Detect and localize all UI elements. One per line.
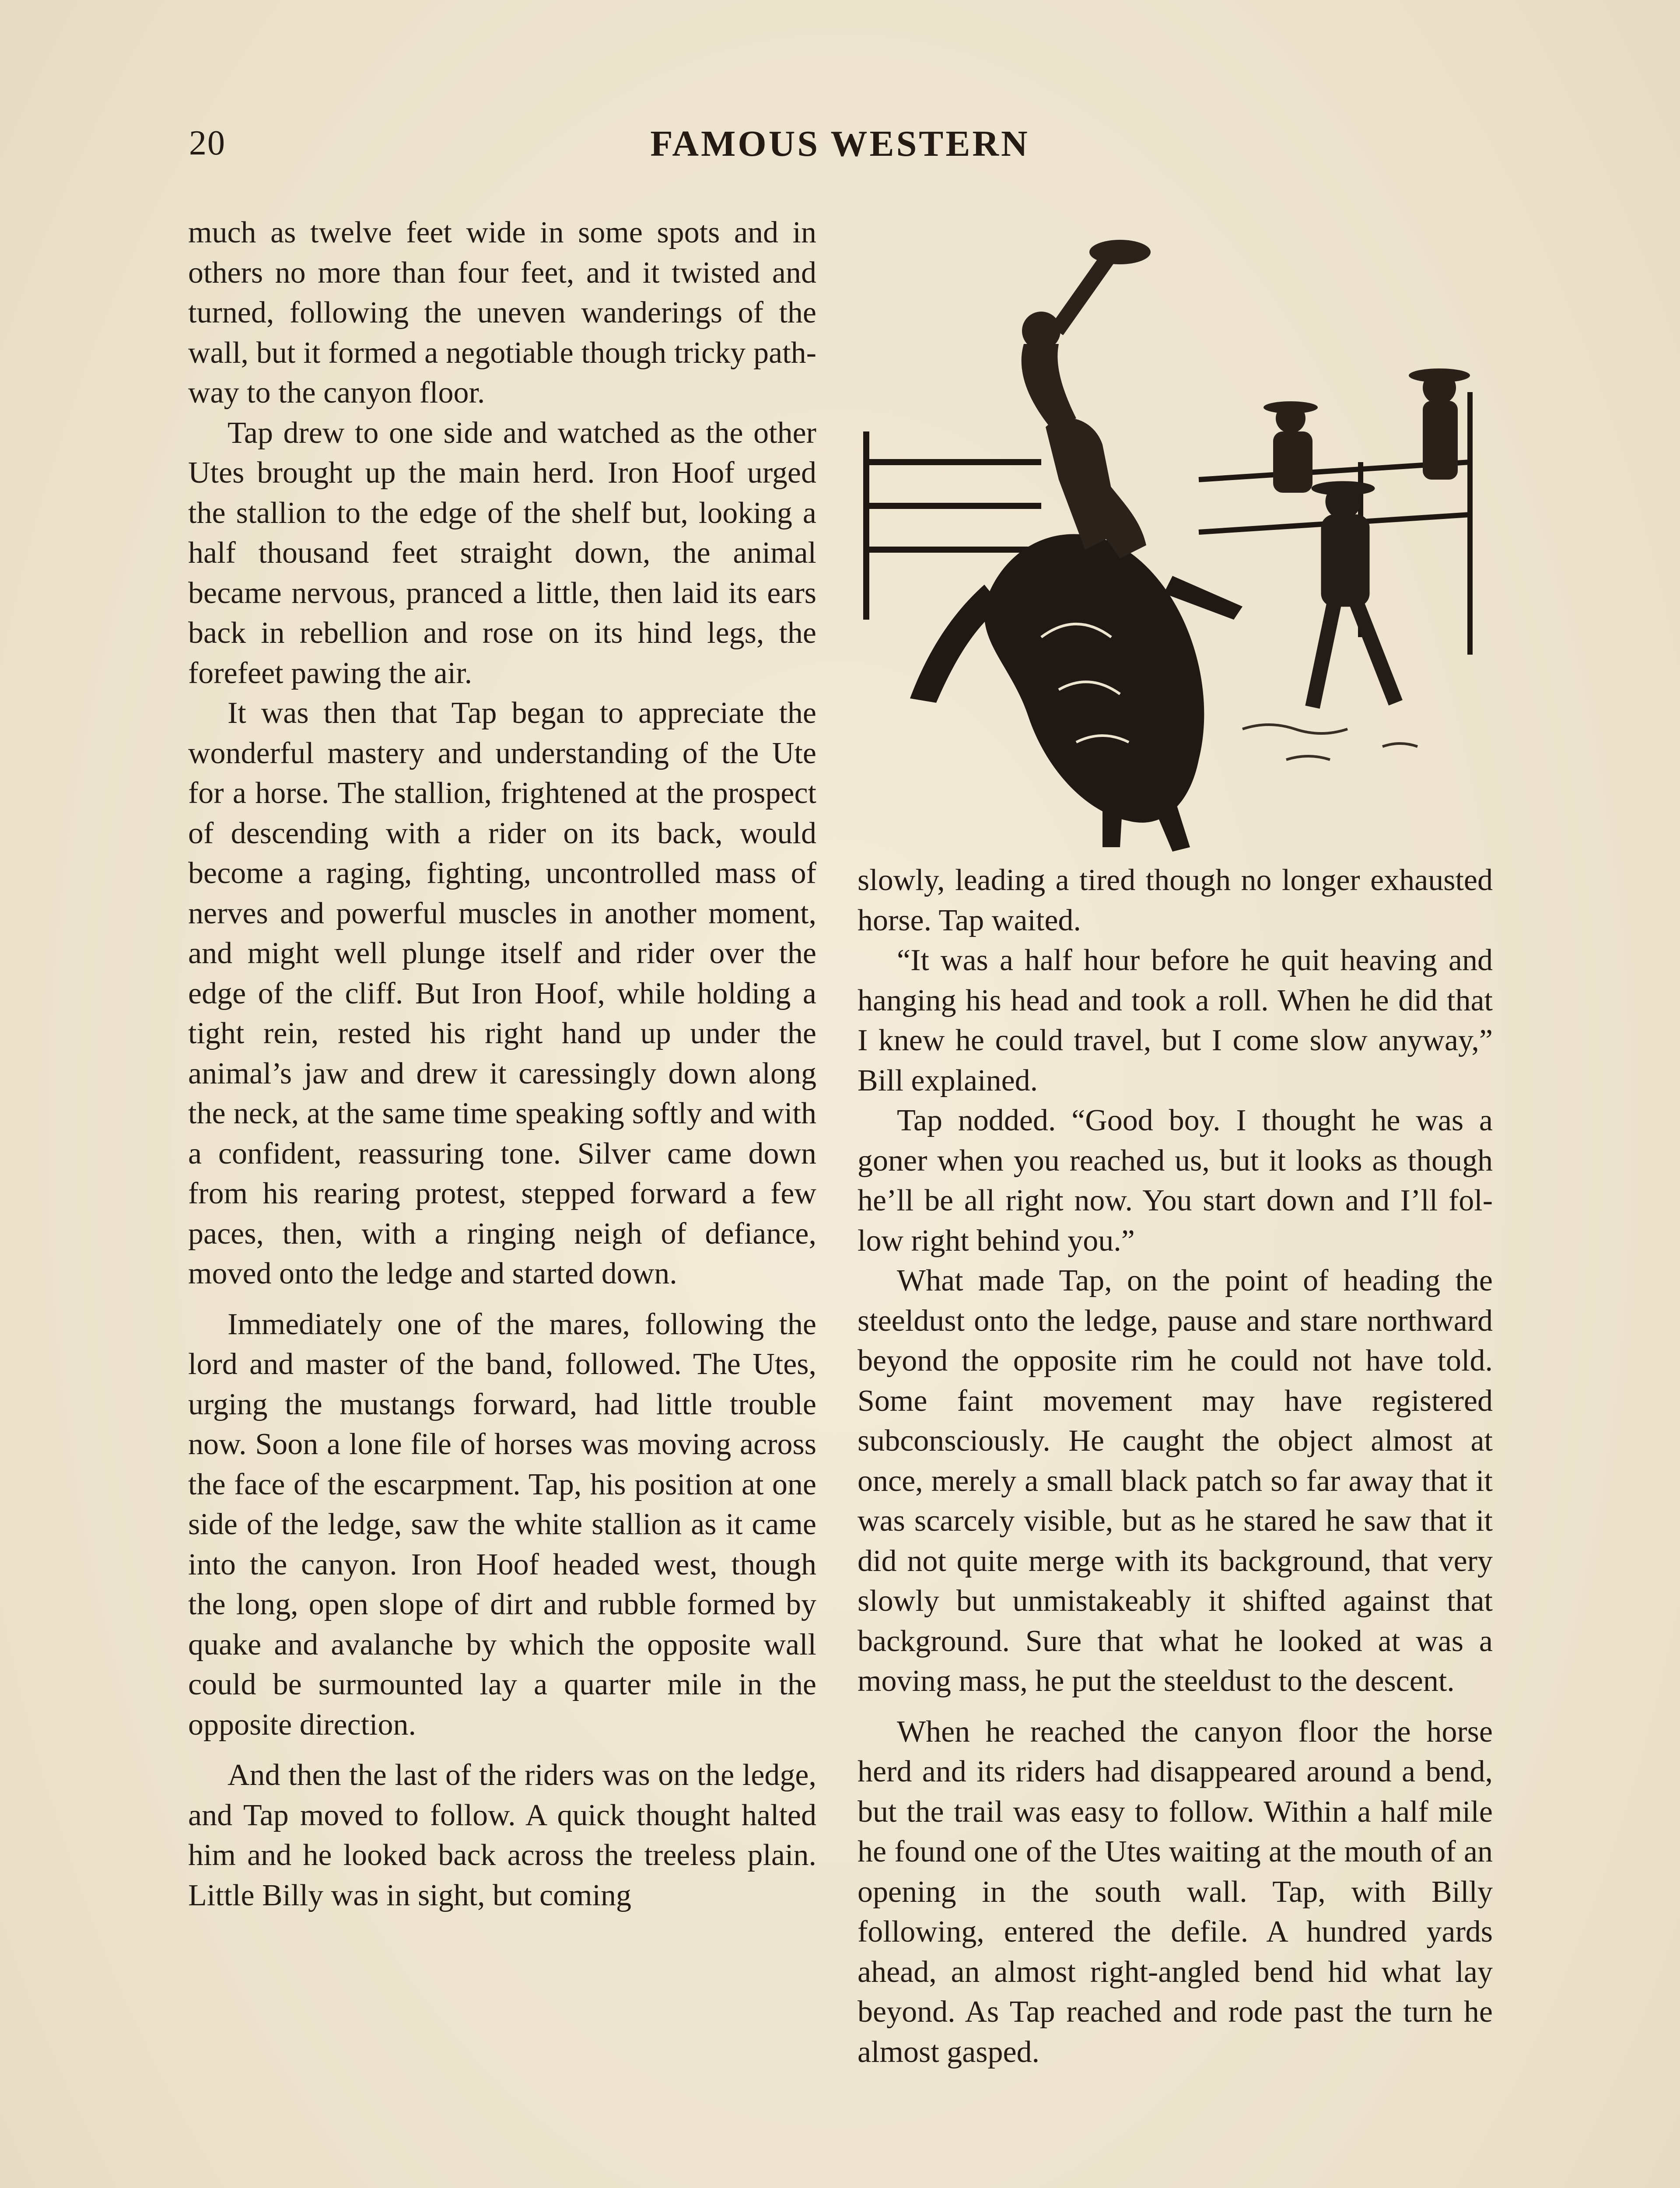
paragraph: What made Tap, on the point of heading the steeldust onto the ledge, pause and stare northward beyond the opposite rim he could not have told. Some faint movement may have registered subconsciously. He caught the object almost at once, merely a small black patch so far away that it was scarcely visible, but as he stared he saw that it did not quite merge with its background, that very slowly but unmistakeably it shifted against that background. Sure that what he looked at was a moving mass, he put the steeldust to the descent. — [858, 1264, 1493, 1698]
running-head: FAMOUS WESTERN — [650, 123, 1030, 164]
paragraph: It was then that Tap began to appreciate the wonderful mastery and understanding of the Ute for a horse. The stallion, frightened at the prospect of descending with a rider on its back, would become a raging, fighting, uncontrolled mass of nerves and powerful muscles in another moment, and might well plunge itself and rider over the edge of the cliff. But Iron Hoof, while holding a tight rein, rested his right hand up under the animal’s jaw and drew it caressingly down along the neck, at the same time speaking softly and with a confident, reassuring tone. Silver came down from his rearing protest, stepped forward a few paces, then, with a ringing neigh of defiance, moved onto the ledge and started down. — [188, 696, 816, 1290]
paragraph: much as twelve feet wide in some spots and in others no more than four feet, and it twisted and turned, following the uneven wanderings of the wall, but it formed a negotiable though tricky pathway to the canyon floor. — [188, 216, 816, 410]
bronc-rider-illustration — [858, 200, 1496, 856]
paragraph: slowly, leading a tired though no longer exhausted horse. Tap waited. — [858, 863, 1493, 937]
paragraph: When he reached the canyon floor the horse herd and its riders had disappeared around a bend, but the trail was easy to follow. Within a half mile he found one of the Utes waiting at the mouth of an opening in the south wall. Tap, with Billy following, entered the defile. A hundred yards ahead, an almost right-angled bend hid what lay beyond. As Tap reached and rode past the turn he almost gasped. — [858, 1715, 1493, 2069]
paragraph: Immediately one of the mares, following the lord and master of the band, followed. The Utes, urging the mustangs forward, had little trouble now. Soon a lone file of horses was moving across the face of the escarpment. Tap, his position at one side of the ledge, saw the white stallion as it came into the canyon. Iron Hoof headed west, though the long, open slope of dirt and rubble formed by quake and avalanche by which the opposite wall could be surmounted lay a quarter mile in the opposite direction. — [188, 1307, 816, 1742]
paragraph: And then the last of the riders was on the ledge, and Tap moved to follow. A quick thought halted him and he looked back across the treeless plain. Little Billy was in sight, but coming — [188, 1758, 816, 1912]
page-number: 20 — [189, 124, 226, 162]
paragraph: Tap drew to one side and watched as the other Utes brought up the main herd. Iron Hoof urged the stallion to the edge of the shelf but, looking a half thousand feet straight down, the animal became nervous, pranced a little, then laid its ears back in rebellion and rose on its hind legs, the forefeet pawing the air. — [188, 416, 816, 690]
paragraph: Tap nodded. “Good boy. I thought he was a goner when you reached us, but it looks as though he’ll be all right now. You start down and I’ll follow right behind you.” — [858, 1104, 1493, 1258]
text-column-left — [188, 213, 816, 1915]
paragraph: “It was a half hour before he quit heaving and hanging his head and took a roll. When he did that I knew he could travel, but I come slow anyway,” Bill explained. — [858, 943, 1493, 1098]
text-column-right — [858, 860, 1493, 2072]
